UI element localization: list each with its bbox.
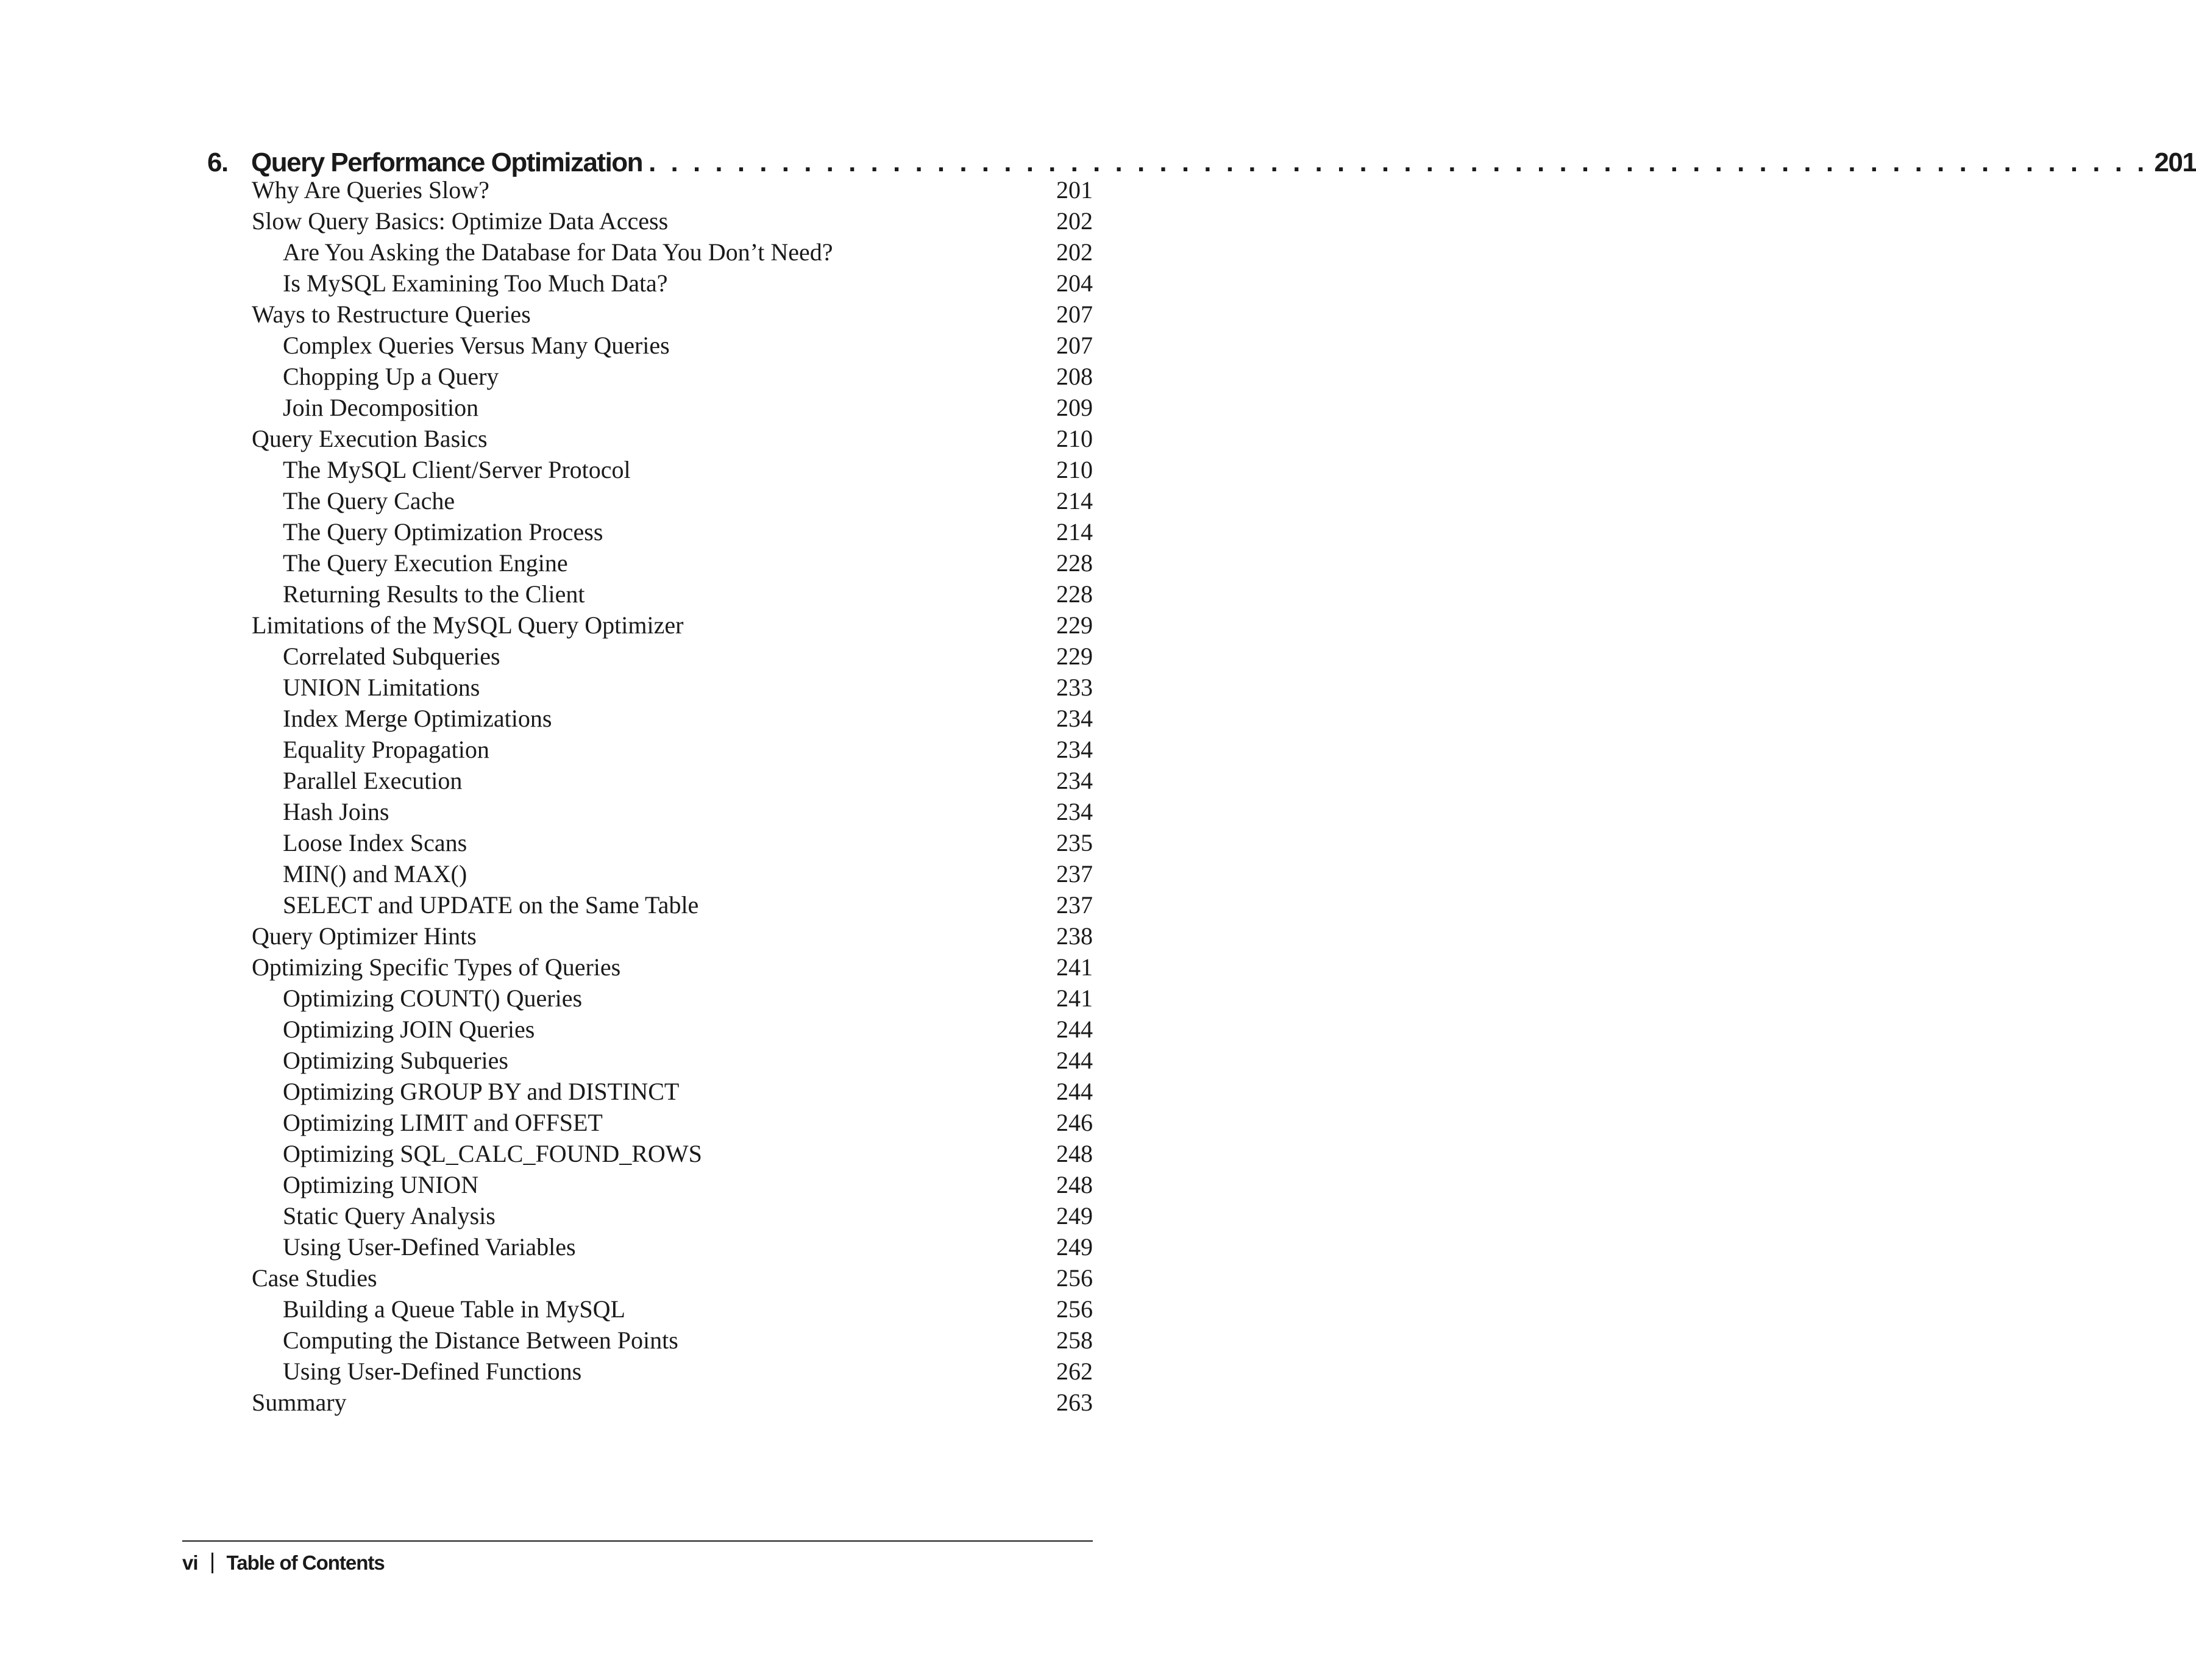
toc-entry[interactable] — [0, 1076, 1280, 1107]
chapter-heading[interactable] — [207, 135, 2196, 178]
toc-entry-title: The Query Optimization Process — [283, 518, 603, 546]
toc-entry-page-number: 228 — [1056, 549, 1093, 577]
toc-entry[interactable] — [0, 1138, 1280, 1169]
toc-entry-title: Optimizing Subqueries — [283, 1047, 508, 1074]
toc-entry[interactable] — [0, 1325, 1280, 1356]
toc-entry-page-number: 207 — [1056, 301, 1093, 328]
toc-entry-page-number: 238 — [1056, 922, 1093, 950]
toc-entry-page-number: 210 — [1056, 456, 1093, 483]
toc-entry-title: Optimizing Specific Types of Queries — [252, 953, 621, 981]
toc-entry-page-number: 246 — [1056, 1109, 1093, 1136]
toc-entry-title: The Query Cache — [283, 487, 455, 514]
toc-entry-page-number: 249 — [1056, 1233, 1093, 1261]
toc-entry-page-number: 228 — [1056, 580, 1093, 608]
toc-entry-page-number: 229 — [1056, 611, 1093, 639]
toc-entry[interactable] — [0, 889, 1280, 920]
toc-entry-title: Returning Results to the Client — [283, 580, 585, 608]
toc-entry[interactable] — [0, 516, 1280, 547]
toc-entry[interactable] — [0, 1231, 1280, 1262]
toc-entry-page-number: 248 — [1056, 1140, 1093, 1167]
toc-entry[interactable] — [0, 1200, 1280, 1231]
footer-divider-line — [182, 1540, 1093, 1542]
toc-entry-title: Correlated Subqueries — [283, 642, 500, 670]
toc-entry-page-number: 241 — [1056, 984, 1093, 1012]
toc-entry[interactable] — [0, 1107, 1280, 1138]
toc-entry[interactable] — [0, 734, 1280, 765]
toc-entry-page-number: 201 — [1056, 176, 1093, 204]
toc-entry-title: Complex Queries Versus Many Queries — [283, 332, 670, 359]
toc-entry-title: MIN() and MAX() — [283, 860, 467, 888]
toc-entry-page-number: 256 — [1056, 1295, 1093, 1323]
toc-entry-page-number: 237 — [1056, 860, 1093, 888]
toc-entry-title: UNION Limitations — [283, 674, 480, 701]
toc-entry[interactable] — [0, 796, 1280, 827]
toc-entry[interactable] — [0, 299, 1280, 330]
toc-entry[interactable] — [0, 1169, 1280, 1200]
toc-entry-title: Using User-Defined Variables — [283, 1233, 576, 1261]
toc-entry-page-number: 229 — [1056, 642, 1093, 670]
toc-entry-title: Summary — [252, 1389, 347, 1416]
toc-entry-title: Using User-Defined Functions — [283, 1358, 582, 1385]
toc-entry-title: Optimizing SQL_CALC_FOUND_ROWS — [283, 1140, 702, 1167]
toc-entry[interactable] — [0, 672, 1280, 703]
toc-entry-title: Index Merge Optimizations — [283, 705, 552, 732]
toc-entry[interactable] — [0, 703, 1280, 734]
toc-entry-title: Computing the Distance Between Points — [283, 1326, 678, 1354]
toc-entry[interactable] — [0, 827, 1280, 858]
toc-entry-page-number: 244 — [1056, 1047, 1093, 1074]
toc-entry-page-number: 214 — [1056, 487, 1093, 514]
toc-entry-page-number: 248 — [1056, 1171, 1093, 1198]
toc-entry-page-number: 234 — [1056, 705, 1093, 732]
toc-entry[interactable] — [0, 1014, 1280, 1045]
toc-entry[interactable] — [0, 1262, 1280, 1294]
toc-entry-page-number: 249 — [1056, 1202, 1093, 1230]
toc-entry-title: Is MySQL Examining Too Much Data? — [283, 269, 668, 297]
toc-entry[interactable] — [0, 392, 1280, 423]
toc-entry[interactable] — [0, 237, 1280, 268]
toc-entry-title: Equality Propagation — [283, 736, 489, 763]
toc-entry-page-number: 202 — [1056, 207, 1093, 235]
footer-separator — [211, 1553, 213, 1573]
toc-entry-page-number: 234 — [1056, 767, 1093, 794]
toc-entry-title: Optimizing LIMIT and OFFSET — [283, 1109, 603, 1136]
toc-entry-title: The MySQL Client/Server Protocol — [283, 456, 631, 483]
toc-entry-title: Limitations of the MySQL Query Optimizer — [252, 611, 684, 639]
toc-entry[interactable] — [0, 1356, 1280, 1387]
toc-entry-title: Chopping Up a Query — [283, 363, 499, 390]
toc-entry[interactable] — [0, 1387, 1280, 1418]
toc-entry[interactable] — [0, 983, 1280, 1014]
toc-entry-page-number: 214 — [1056, 518, 1093, 546]
toc-entry[interactable] — [0, 1294, 1280, 1325]
toc-entry-title: Static Query Analysis — [283, 1202, 496, 1230]
toc-entry-title: Optimizing UNION — [283, 1171, 479, 1198]
toc-entry[interactable] — [0, 952, 1280, 983]
toc-entry-page-number: 234 — [1056, 736, 1093, 763]
toc-entry-title: Optimizing GROUP BY and DISTINCT — [283, 1078, 680, 1105]
toc-entry-page-number: 258 — [1056, 1326, 1093, 1354]
toc-entry-page-number: 263 — [1056, 1389, 1093, 1416]
page-footer — [182, 1546, 385, 1580]
toc-entry-title: Loose Index Scans — [283, 829, 467, 856]
chapter-dot-leader: . . . . . . . . . . . . . . . . . . . . . . . . . . . . . . . . . . . . . . . . . . . . . . . . . . . . . . . . . . . . . . . . . . . . — [648, 148, 2148, 177]
chapter-number: 6. — [207, 148, 228, 177]
toc-entry-title: Optimizing COUNT() Queries — [283, 984, 583, 1012]
toc-entry[interactable] — [0, 920, 1280, 952]
toc-entry[interactable] — [0, 578, 1280, 610]
toc-entry[interactable] — [0, 268, 1280, 299]
toc-entry-title: Building a Queue Table in MySQL — [283, 1295, 625, 1323]
toc-entry[interactable] — [0, 858, 1280, 889]
toc-entry-page-number: 237 — [1056, 891, 1093, 919]
toc-entry-title: Query Optimizer Hints — [252, 922, 477, 950]
toc-entry[interactable] — [0, 205, 1280, 237]
toc-entry-page-number: 262 — [1056, 1358, 1093, 1385]
toc-entry-page-number: 241 — [1056, 953, 1093, 981]
chapter-page-number: 201 — [2154, 148, 2196, 177]
toc-entry-title: Hash Joins — [283, 798, 389, 825]
toc-entry[interactable] — [0, 610, 1280, 641]
toc-entry-page-number: 234 — [1056, 798, 1093, 825]
toc-entry-page-number: 208 — [1056, 363, 1093, 390]
toc-entry-page-number: 233 — [1056, 674, 1093, 701]
toc-entry-page-number: 204 — [1056, 269, 1093, 297]
page-folio: vi — [182, 1551, 198, 1574]
toc-entry-title: Join Decomposition — [283, 394, 479, 421]
toc-entry[interactable] — [0, 547, 1280, 578]
toc-entry-title: Optimizing JOIN Queries — [283, 1016, 535, 1043]
toc-entry[interactable] — [0, 765, 1280, 796]
toc-entry-page-number: 256 — [1056, 1264, 1093, 1292]
toc-entry[interactable] — [0, 454, 1280, 485]
toc-entry-title: Slow Query Basics: Optimize Data Access — [252, 207, 669, 235]
toc-entry[interactable] — [0, 423, 1280, 454]
running-title: Table of Contents — [226, 1551, 385, 1574]
chapter-title: Query Performance Optimization — [251, 148, 643, 177]
toc-entry[interactable] — [0, 361, 1280, 392]
toc-entry-page-number: 244 — [1056, 1016, 1093, 1043]
toc-entry[interactable] — [0, 1045, 1280, 1076]
toc-entry-title: SELECT and UPDATE on the Same Table — [283, 891, 699, 919]
toc-entry-page-number: 202 — [1056, 238, 1093, 266]
toc-entry[interactable] — [0, 174, 1280, 205]
toc-entry-list — [0, 174, 1280, 1418]
toc-entry-page-number: 235 — [1056, 829, 1093, 856]
toc-entry-title: Are You Asking the Database for Data You Don’t Need? — [283, 238, 833, 266]
toc-entry-page-number: 244 — [1056, 1078, 1093, 1105]
toc-entry-title: The Query Execution Engine — [283, 549, 568, 577]
toc-entry-title: Ways to Restructure Queries — [252, 301, 531, 328]
toc-entry-title: Why Are Queries Slow? — [252, 176, 489, 204]
toc-entry[interactable] — [0, 641, 1280, 672]
toc-entry[interactable] — [0, 330, 1280, 361]
toc-entry-page-number: 209 — [1056, 394, 1093, 421]
toc-entry-title: Query Execution Basics — [252, 425, 488, 452]
toc-entry-title: Parallel Execution — [283, 767, 463, 794]
toc-entry[interactable] — [0, 485, 1280, 516]
toc-entry-page-number: 210 — [1056, 425, 1093, 452]
toc-entry-page-number: 207 — [1056, 332, 1093, 359]
toc-entry-title: Case Studies — [252, 1264, 377, 1292]
